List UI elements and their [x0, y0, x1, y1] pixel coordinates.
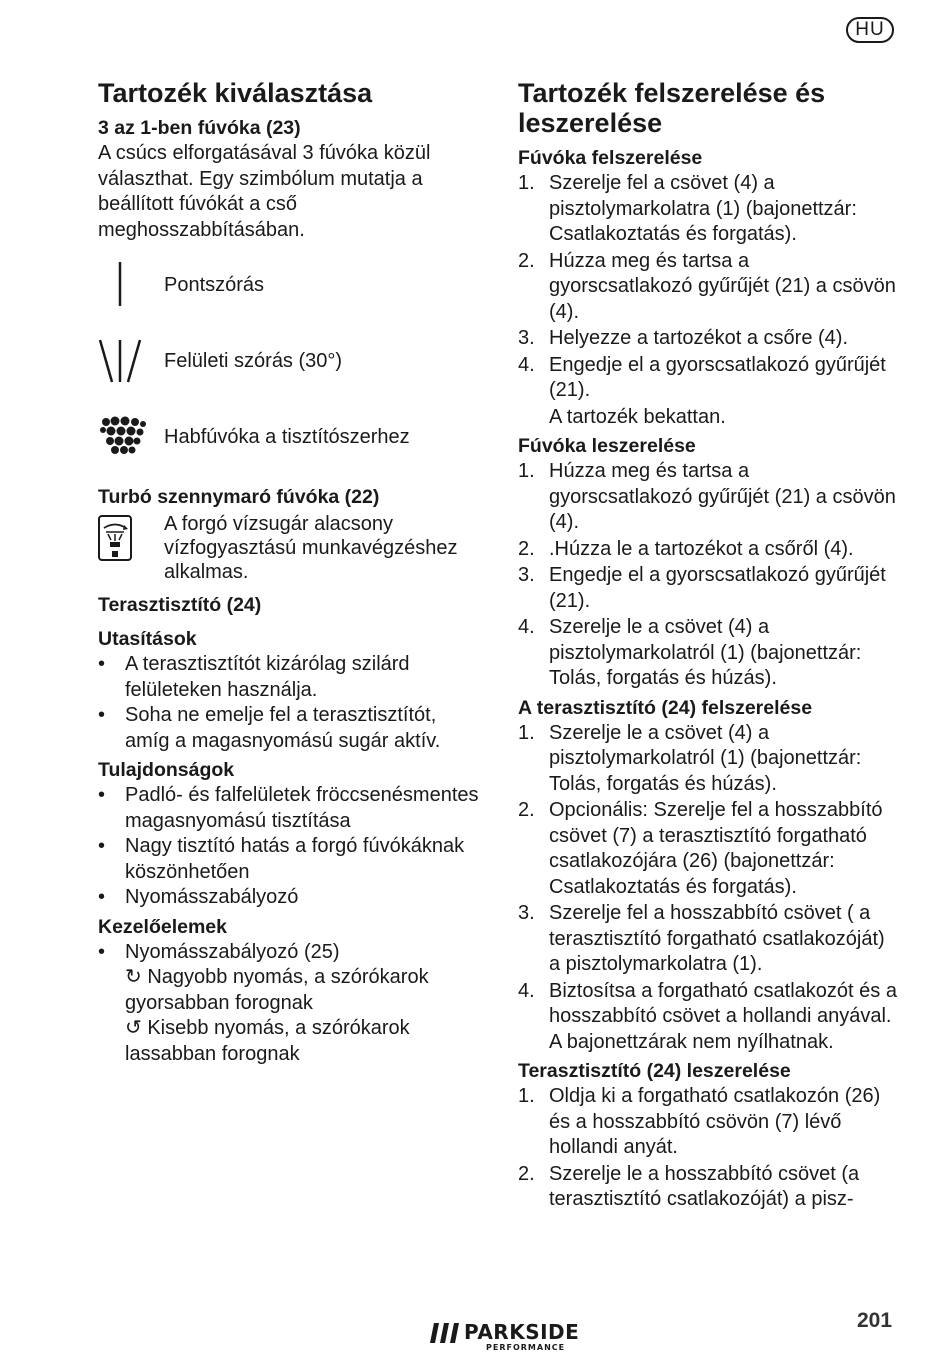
- point-spray-icon: [98, 260, 164, 310]
- step-item: 1. Szerelje le a csövet (4) a pisztolymarkolatról (1) (bajonettzár: Tolás, forgatás és húzás).: [518, 721, 862, 795]
- step-item: 4. Engedje el a gyorscsatlakozó gyűrűjét (21). A tartozék bekattan.: [518, 353, 898, 431]
- heading-mount-nozzle: Fúvóka felszerelése: [518, 147, 703, 169]
- heading-mount-patio: A terasztisztító (24) felszerelése: [518, 696, 813, 719]
- step-item: 2. Húzza meg és tartsa a gyorscsatlakozó gyűrűjét (21) a csövön (4).: [518, 249, 896, 323]
- step-item: 1. Húzza meg és tartsa a gyorscsatlakozó gyűrűjét (21) a csövön (4).: [518, 460, 896, 533]
- language-badge: HU: [846, 17, 894, 43]
- heading-features: Tulajdonságok: [98, 759, 235, 781]
- mount-nozzle-steps: [518, 171, 898, 430]
- heading-remove-nozzle: Fúvóka leszerelése: [518, 435, 696, 457]
- controls-list: [98, 940, 483, 1068]
- higher-pressure-note: ↻ Nagyobb nyomás, a szórókarok gyorsabban forognak: [125, 966, 429, 1014]
- remove-patio-steps: [518, 1084, 898, 1213]
- symbol-label: Habfúvóka a tisztítószerhez: [164, 425, 410, 448]
- section-title-accessory-selection: Tartozék kiválasztása: [98, 78, 373, 108]
- step-item: 3. Szerelje fel a hosszabbító csövet ( a terasztisztító forgatható csatlakozóját) a pisztolymarkolatra (1).: [518, 902, 885, 975]
- step-item: 2. Opcionális: Szerelje fel a hosszabbító csövet (7) a terasztisztító forgatható csatlakozójára (26) (bajonettzár: Csatlakoztatás és forgatás).: [518, 799, 883, 898]
- pressure-regulator-label: Nyomásszabályozó (25): [125, 940, 340, 963]
- parkside-logo: [430, 1320, 590, 1354]
- turbo-text: A forgó vízsugár alacsony vízfogyasztású munkavégzéshez alkalmas.: [164, 513, 458, 583]
- list-item: • Nagy tisztító hatás a forgó fúvókáknak köszönhetően: [98, 835, 465, 883]
- heading-3in1-nozzle: 3 az 1-ben fúvóka (23): [98, 117, 301, 139]
- step-item: 1. Oldja ki a forgatható csatlakozón (26) és a hosszabbító csövön (7) lévő hollandi anyát.: [518, 1085, 881, 1158]
- step-item: 3. Helyezze a tartozékot a csőre (4).: [518, 327, 849, 349]
- step-item: 4. Biztosítsa a forgatható csatlakozót és a hosszabbító csövet a hollandi anyával. A bajonettzárak nem nyílhatnak.: [518, 979, 897, 1053]
- section-title-mounting: Tartozék felszerelése és leszerelése: [518, 78, 826, 138]
- remove-nozzle-steps: [518, 459, 898, 692]
- lower-pressure-note: ↺ Kisebb nyomás, a szórókarok lassabban forognak: [125, 1017, 410, 1065]
- paragraph-3in1: A csúcs elforgatásával 3 fúvóka közül választhat. Egy szimbólum mutatja a beállított fúvókát a cső meghosszabbításában.: [98, 142, 431, 241]
- mount-patio-steps: [518, 721, 898, 1056]
- heading-patio-cleaner: Terasztisztító (24): [98, 594, 262, 616]
- logo-brand-text: PARKSIDE: [464, 1320, 580, 1344]
- step-item: 3. Engedje el a gyorscsatlakozó gyűrűjét (21).: [518, 564, 886, 612]
- turbo-description: [98, 512, 483, 584]
- list-item: • Nyomásszabályozó (25) ↻ Nagyobb nyomás, a szórókarok gyorsabban forognak ↺ Kisebb nyomás, a szórókarok lassabban forognak: [98, 940, 429, 1065]
- symbol-row-point: [98, 247, 483, 323]
- step-item: 2. .Húzza le a tartozékot a csőről (4).: [518, 537, 854, 560]
- step-result: A tartozék bekattan.: [549, 405, 726, 428]
- logo-sub-text: PERFORMANCE: [486, 1343, 566, 1352]
- list-item: • A terasztisztítót kizárólag szilárd felületeken használja.: [98, 653, 410, 701]
- list-item: • Padló- és falfelületek fröccsenésmentes magasnyomású tisztítása: [98, 784, 479, 832]
- instructions-list: [98, 652, 483, 754]
- page-number: 201: [857, 1309, 893, 1332]
- list-item: • Soha ne emelje fel a terasztisztítót, amíg a magasnyomású sugár aktív.: [98, 704, 441, 752]
- heading-instructions: Utasítások: [98, 628, 197, 650]
- list-item: • Nyomásszabályozó: [98, 886, 299, 908]
- step-item: 1. Szerelje fel a csövet (4) a pisztolymarkolatra (1) (bajonettzár: Csatlakoztatás és forgatás).: [518, 172, 857, 245]
- left-column: [98, 78, 483, 1071]
- right-column: [518, 78, 898, 1217]
- surface-spray-icon: [98, 336, 164, 386]
- logo-stripes-icon: [430, 1323, 460, 1343]
- rotating-jet-icon: [98, 512, 164, 584]
- symbol-label: Pontszórás: [164, 273, 265, 296]
- step-item: 4. Szerelje le a csövet (4) a pisztolymarkolatról (1) (bajonettzár: Tolás, forgatás és húzás).: [518, 616, 862, 689]
- symbol-row-surface: [98, 323, 483, 399]
- heading-remove-patio: Terasztisztító (24) leszerelése: [518, 1060, 791, 1082]
- step-item: 2. Szerelje le a hosszabbító csövet (a terasztisztító csatlakozóját) a pisz-: [518, 1162, 860, 1210]
- features-list: [98, 783, 483, 911]
- symbol-row-foam: [98, 399, 483, 475]
- foam-nozzle-icon: [98, 416, 164, 458]
- heading-turbo-nozzle: Turbó szennymaró fúvóka (22): [98, 486, 380, 508]
- heading-controls: Kezelőelemek: [98, 915, 227, 938]
- symbol-label: Felületi szórás (30°): [164, 349, 343, 372]
